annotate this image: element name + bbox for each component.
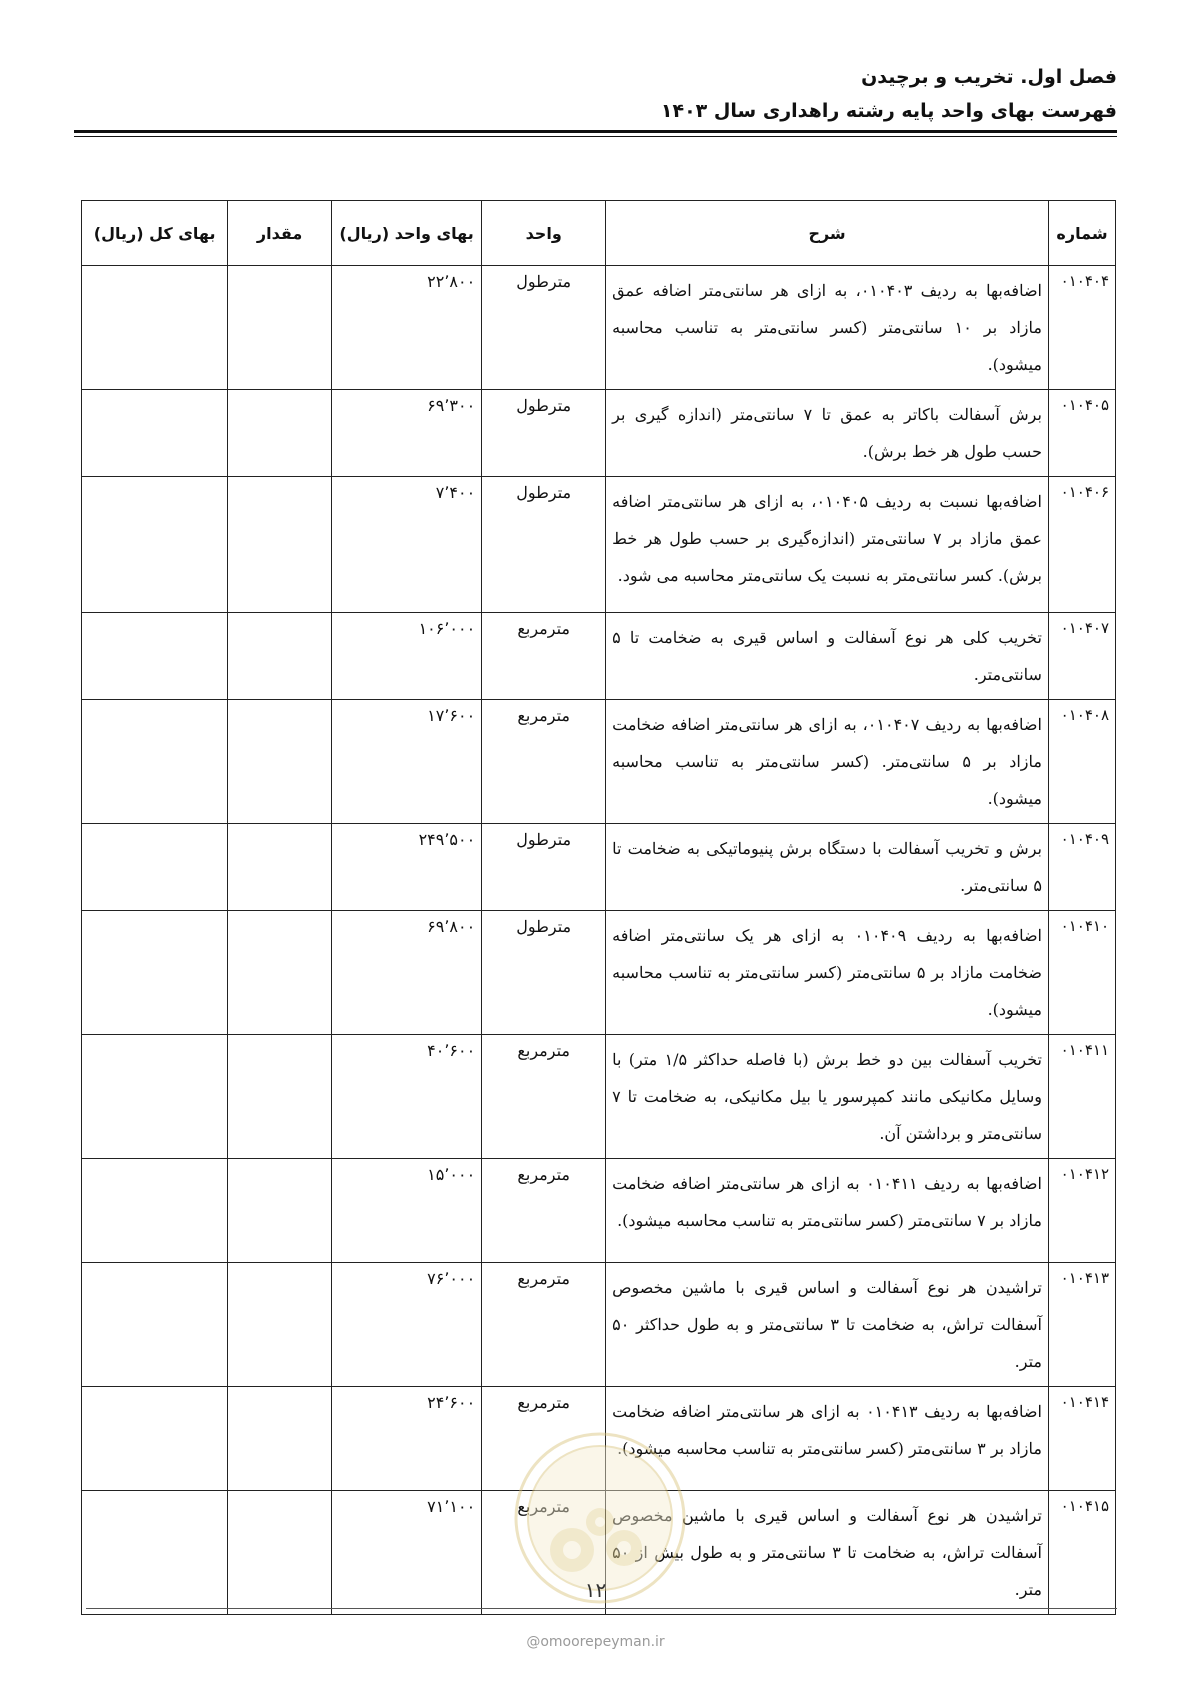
row-total-price bbox=[82, 1035, 228, 1159]
price-table bbox=[81, 200, 1116, 1615]
row-total-price bbox=[82, 1387, 228, 1491]
table-row bbox=[82, 1035, 1116, 1159]
row-total-price bbox=[82, 1263, 228, 1387]
website-label: @omoorepeyman.ir bbox=[526, 1634, 665, 1650]
row-quantity bbox=[228, 266, 332, 390]
row-quantity bbox=[228, 390, 332, 477]
header-rule-thin bbox=[74, 136, 1117, 137]
column-header-quantity: مقدار bbox=[228, 201, 332, 266]
row-unit-price: ۱۵٬۰۰۰ bbox=[331, 1159, 481, 1263]
row-unit: مترطول bbox=[482, 911, 606, 1035]
column-header-unit-price: بهای واحد (ریال) bbox=[331, 201, 481, 266]
row-quantity bbox=[228, 1263, 332, 1387]
row-number: ۰۱۰۴۰۴ bbox=[1048, 266, 1115, 390]
row-total-price bbox=[82, 700, 228, 824]
row-number: ۰۱۰۴۰۹ bbox=[1048, 824, 1115, 911]
row-description: اضافه‌بها به ردیف ۰۱۰۴۰۷، به ازای هر سانتی‌متر اضافه ضخامت مازاد بر ۵ سانتی‌متر. (کسر سانتی‌متر به تناسب محاسبه میشود). bbox=[606, 700, 1049, 824]
row-unit: مترمربع bbox=[482, 1035, 606, 1159]
row-unit-price: ۲۴۹٬۵۰۰ bbox=[331, 824, 481, 911]
row-unit-price: ۶۹٬۸۰۰ bbox=[331, 911, 481, 1035]
row-number: ۰۱۰۴۱۵ bbox=[1048, 1491, 1115, 1615]
row-number: ۰۱۰۴۱۲ bbox=[1048, 1159, 1115, 1263]
catalog-title: فهرست بهای واحد پایه رشته راهداری سال ۱۴۰۳ bbox=[660, 100, 1117, 122]
table-row bbox=[82, 824, 1116, 911]
row-total-price bbox=[82, 266, 228, 390]
table-row bbox=[82, 700, 1116, 824]
row-unit: مترطول bbox=[482, 266, 606, 390]
row-unit-price: ۱۷٬۶۰۰ bbox=[331, 700, 481, 824]
row-unit: مترمربع bbox=[482, 1263, 606, 1387]
row-total-price bbox=[82, 824, 228, 911]
table-header-row bbox=[82, 201, 1116, 266]
row-number: ۰۱۰۴۰۵ bbox=[1048, 390, 1115, 477]
row-description: برش و تخریب آسفالت با دستگاه برش پنیوماتیکی به ضخامت تا ۵ سانتی‌متر. bbox=[606, 824, 1049, 911]
row-unit: مترطول bbox=[482, 477, 606, 613]
column-header-number: شماره bbox=[1048, 201, 1115, 266]
page-header bbox=[74, 60, 1117, 128]
column-header-total-price: بهای کل (ریال) bbox=[82, 201, 228, 266]
table-row bbox=[82, 390, 1116, 477]
row-number: ۰۱۰۴۰۸ bbox=[1048, 700, 1115, 824]
column-header-unit: واحد bbox=[482, 201, 606, 266]
row-number: ۰۱۰۴۰۷ bbox=[1048, 613, 1115, 700]
row-unit-price: ۲۲٬۸۰۰ bbox=[331, 266, 481, 390]
table-row bbox=[82, 1263, 1116, 1387]
row-description: تخریب کلی هر نوع آسفالت و اساس قیری به ضخامت تا ۵ سانتی‌متر. bbox=[606, 613, 1049, 700]
row-quantity bbox=[228, 700, 332, 824]
row-description: تراشیدن هر نوع آسفالت و اساس قیری با ماشین مخصوص آسفالت تراش، به ضخامت تا ۳ سانتی‌متر و به طول بیش از ۵۰ متر. bbox=[606, 1491, 1049, 1615]
row-number: ۰۱۰۴۱۴ bbox=[1048, 1387, 1115, 1491]
row-unit-price: ۱۰۶٬۰۰۰ bbox=[331, 613, 481, 700]
row-quantity bbox=[228, 1035, 332, 1159]
row-unit-price: ۷٬۴۰۰ bbox=[331, 477, 481, 613]
row-unit-price: ۷۶٬۰۰۰ bbox=[331, 1263, 481, 1387]
row-description: تخریب آسفالت بین دو خط برش (با فاصله حداکثر ۱/۵ متر) با وسایل مکانیکی مانند کمپرسور یا بیل مکانیکی، به ضخامت تا ۷ سانتی‌متر و برداشتن آن. bbox=[606, 1035, 1049, 1159]
row-unit: مترمربع bbox=[482, 1159, 606, 1263]
chapter-title: فصل اول. تخریب و برچیدن bbox=[861, 66, 1117, 88]
row-quantity bbox=[228, 824, 332, 911]
table-row bbox=[82, 266, 1116, 390]
row-number: ۰۱۰۴۱۱ bbox=[1048, 1035, 1115, 1159]
row-description: اضافه‌بها به ردیف ۰۱۰۴۱۱ به ازای هر سانتی‌متر اضافه ضخامت مازاد بر ۷ سانتی‌متر (کسر سانتی‌متر به تناسب محاسبه میشود). bbox=[606, 1159, 1049, 1263]
row-quantity bbox=[228, 1387, 332, 1491]
row-quantity bbox=[228, 911, 332, 1035]
row-quantity bbox=[228, 477, 332, 613]
row-unit-price: ۲۴٬۶۰۰ bbox=[331, 1387, 481, 1491]
row-unit: مترمربع bbox=[482, 1387, 606, 1491]
row-description: اضافه‌بها به ردیف ۰۱۰۴۰۹ به ازای هر یک سانتی‌متر اضافه ضخامت مازاد بر ۵ سانتی‌متر (کسر سانتی‌متر به تناسب محاسبه میشود). bbox=[606, 911, 1049, 1035]
row-unit-price: ۶۹٬۳۰۰ bbox=[331, 390, 481, 477]
row-number: ۰۱۰۴۰۶ bbox=[1048, 477, 1115, 613]
row-total-price bbox=[82, 1159, 228, 1263]
row-unit: مترطول bbox=[482, 390, 606, 477]
table-body bbox=[82, 266, 1116, 1615]
row-number: ۰۱۰۴۱۳ bbox=[1048, 1263, 1115, 1387]
row-total-price bbox=[82, 390, 228, 477]
table-row bbox=[82, 477, 1116, 613]
row-unit: مترمربع bbox=[482, 613, 606, 700]
row-unit: مترطول bbox=[482, 824, 606, 911]
footer-rule bbox=[86, 1608, 1117, 1609]
row-unit: مترمربع bbox=[482, 700, 606, 824]
row-quantity bbox=[228, 613, 332, 700]
table-row bbox=[82, 1159, 1116, 1263]
row-total-price bbox=[82, 911, 228, 1035]
row-number: ۰۱۰۴۱۰ bbox=[1048, 911, 1115, 1035]
row-description: اضافه‌بها به ردیف ۰۱۰۴۱۳ به ازای هر سانتی‌متر اضافه ضخامت مازاد بر ۳ سانتی‌متر (کسر سانتی‌متر به تناسب محاسبه میشود). bbox=[606, 1387, 1049, 1491]
row-total-price bbox=[82, 613, 228, 700]
table-row bbox=[82, 911, 1116, 1035]
row-description: تراشیدن هر نوع آسفالت و اساس قیری با ماشین مخصوص آسفالت تراش، به ضخامت تا ۳ سانتی‌متر و به طول حداکثر ۵۰ متر. bbox=[606, 1263, 1049, 1387]
row-description: اضافه‌بها به ردیف ۰۱۰۴۰۳، به ازای هر سانتی‌متر اضافه عمق مازاد بر ۱۰ سانتی‌متر (کسر سانتی‌متر به تناسب محاسبه میشود). bbox=[606, 266, 1049, 390]
row-description: برش آسفالت باکاتر به عمق تا ۷ سانتی‌متر (اندازه گیری بر حسب طول هر خط برش). bbox=[606, 390, 1049, 477]
column-header-description: شرح bbox=[606, 201, 1049, 266]
row-description: اضافه‌بها نسبت به ردیف ۰۱۰۴۰۵، به ازای هر سانتی‌متر اضافه عمق مازاد بر ۷ سانتی‌متر (اندازه‌گیری بر حسب طول هر خط برش). کسر سانتی‌متر به نسبت یک سانتی‌متر محاسبه می شود. bbox=[606, 477, 1049, 613]
row-quantity bbox=[228, 1159, 332, 1263]
header-rule-thick bbox=[74, 130, 1117, 133]
table-row bbox=[82, 613, 1116, 700]
page-number: ۱۲ bbox=[584, 1578, 607, 1602]
row-unit-price: ۷۱٬۱۰۰ bbox=[331, 1491, 481, 1615]
row-unit: مترمربع bbox=[482, 1491, 606, 1615]
table-row bbox=[82, 1387, 1116, 1491]
row-total-price bbox=[82, 477, 228, 613]
row-unit-price: ۴۰٬۶۰۰ bbox=[331, 1035, 481, 1159]
